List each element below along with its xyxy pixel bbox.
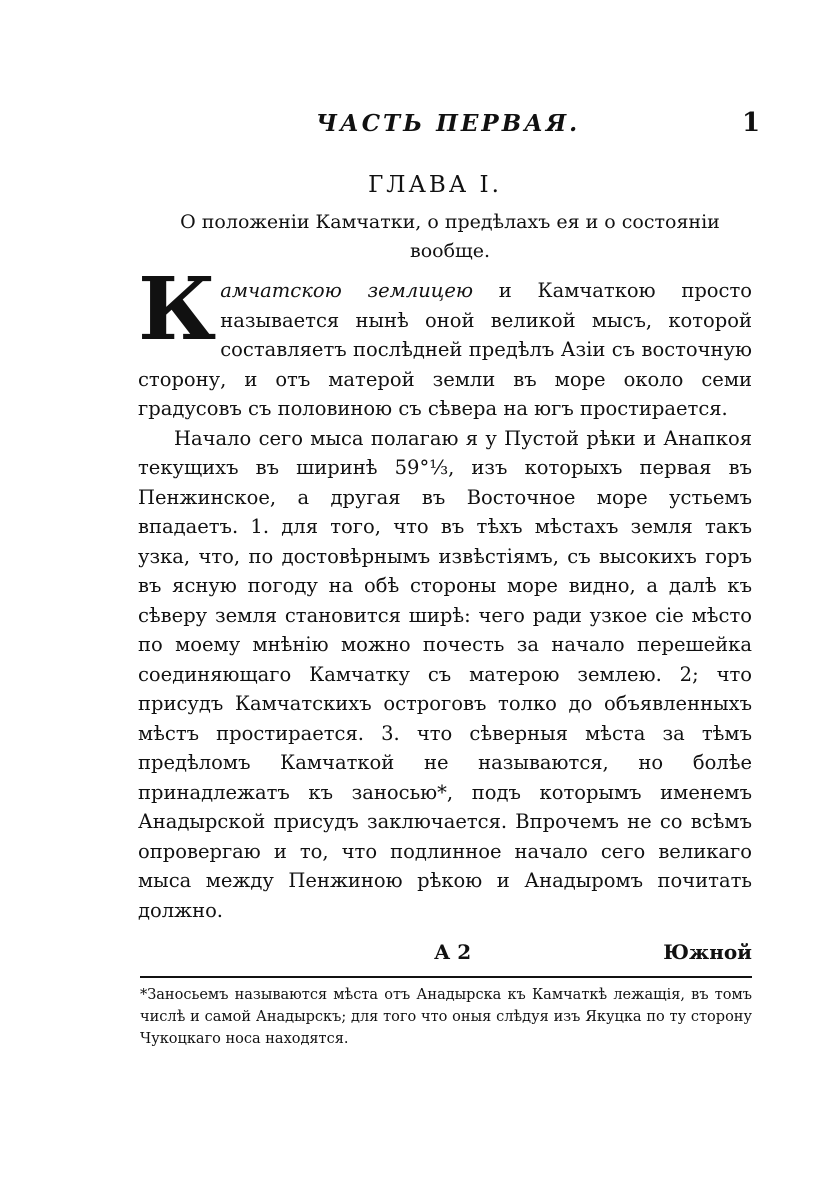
drop-cap: К (138, 259, 217, 360)
chapter-heading: ГЛАВА I. (368, 172, 502, 198)
chapter-title: О положеніи Камчатки, о предѣлахъ ея и о состояніи вообще. (180, 211, 720, 262)
signature-mark: А 2 (434, 940, 472, 964)
paragraph-2: Начало сего мыса полагаю я у Пустой рѣки и Анапкоя текущихъ въ ширинѣ 59°⅓, изъ которыхъ первая въ Пенжинское, а другая въ Восточное море устьемъ впадаетъ. 1. для того, что въ тѣхъ мѣстахъ земля такъ узка, что, по достовѣрнымъ извѣстіямъ, съ высокихъ горъ въ ясную погоду на обѣ стороны море видно, а далѣ къ сѣверу земля становится ширѣ: чего ради узкое сіе мѣсто по моему мнѣнію можно почесть за начало перешейка соединяющаго Камчатку съ матерою землею. 2; что присудъ Камчатскихъ остроговъ толко до объявленныхъ мѣстъ простирается. 3. что сѣверныя мѣста за тѣмъ предѣломъ Камчаткой не называются, но болѣе принадлежатъ къ заносью*, подъ которымъ именемъ Анадырской присудъ заключается. Впрочемъ не со всѣмъ опровергаю и то, что подлинное начало сего великаго мыса между Пенжиною рѣкою и Анадыромъ почитать должно. (138, 426, 752, 922)
body-text (138, 259, 752, 925)
catchword: Южной (663, 940, 752, 964)
paragraph-1-lead: амчатскою землицею (220, 279, 474, 302)
paragraph-1-text: и Камчаткою просто называется нынѣ оной великой мысъ, которой составляетъ послѣдней предѣлъ Азіи съ восточную сторону, и отъ матерой земли въ море около семи градусовъ съ половиною съ сѣвера на югъ простирается. (138, 279, 752, 420)
footnote: *Заносьемъ называются мѣста отъ Анадырска къ Камчаткѣ лежащія, въ томъ числѣ и самой Анадырскъ; для того что оныя слѣдуя изъ Якуцка по ту сторону Чукоцкаго носа находятся. (140, 987, 752, 1047)
footnote-divider (140, 976, 752, 978)
running-head: ЧАСТЬ ПЕРВАЯ. (316, 110, 581, 137)
page-number: 1 (742, 108, 761, 138)
paragraph-1 (138, 259, 752, 424)
